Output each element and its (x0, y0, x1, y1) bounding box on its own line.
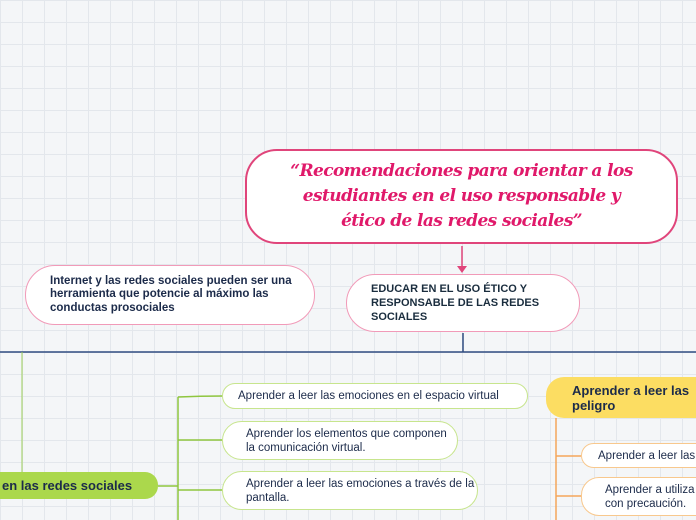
internet-topic-text: Internet y las redes sociales pueden ser una herramienta que potencie al máximo las conductas prosociales (50, 274, 292, 314)
green-subtopic-3[interactable] (222, 471, 478, 510)
orange-subtopic-1-text: Aprender a leer las (598, 449, 696, 462)
green-subtopic-1[interactable] (222, 383, 528, 409)
central-title-node[interactable] (245, 149, 678, 244)
green-link-1 (178, 396, 222, 397)
green-branch-label: en las redes sociales (2, 478, 133, 493)
orange-subtopic-2-text: Aprender a utiliza con precaución. (605, 483, 695, 510)
green-branch-connector (158, 397, 178, 520)
central-title-text: “Recomendaciones para orientar a los estudiantes en el uso responsable y ético de las redes sociales” (290, 161, 633, 231)
title-to-educar-arrowhead (457, 266, 467, 273)
green-subtopic-1-text: Aprender a leer las emociones en el espacio virtual (238, 390, 499, 402)
orange-branch-label: Aprender a leer las peligro (572, 382, 690, 413)
green-subtopic-2-text: Aprender los elementos que componen la comunicación virtual. (246, 427, 447, 454)
green-branch-main-node[interactable] (0, 472, 158, 499)
internet-topic-node[interactable] (25, 265, 315, 325)
educar-topic-text: EDUCAR EN EL USO ÉTICO Y RESPONSABLE DE LAS REDES SOCIALES (371, 283, 540, 323)
orange-subtopic-2[interactable] (581, 477, 696, 516)
orange-branch-main-node[interactable] (546, 377, 696, 418)
green-subtopic-2[interactable] (222, 421, 458, 460)
green-subtopic-3-text: Aprender a leer las emociones a través de la pantalla. (246, 477, 475, 504)
educar-topic-node[interactable] (346, 274, 580, 332)
orange-subtopic-1[interactable] (581, 443, 696, 468)
